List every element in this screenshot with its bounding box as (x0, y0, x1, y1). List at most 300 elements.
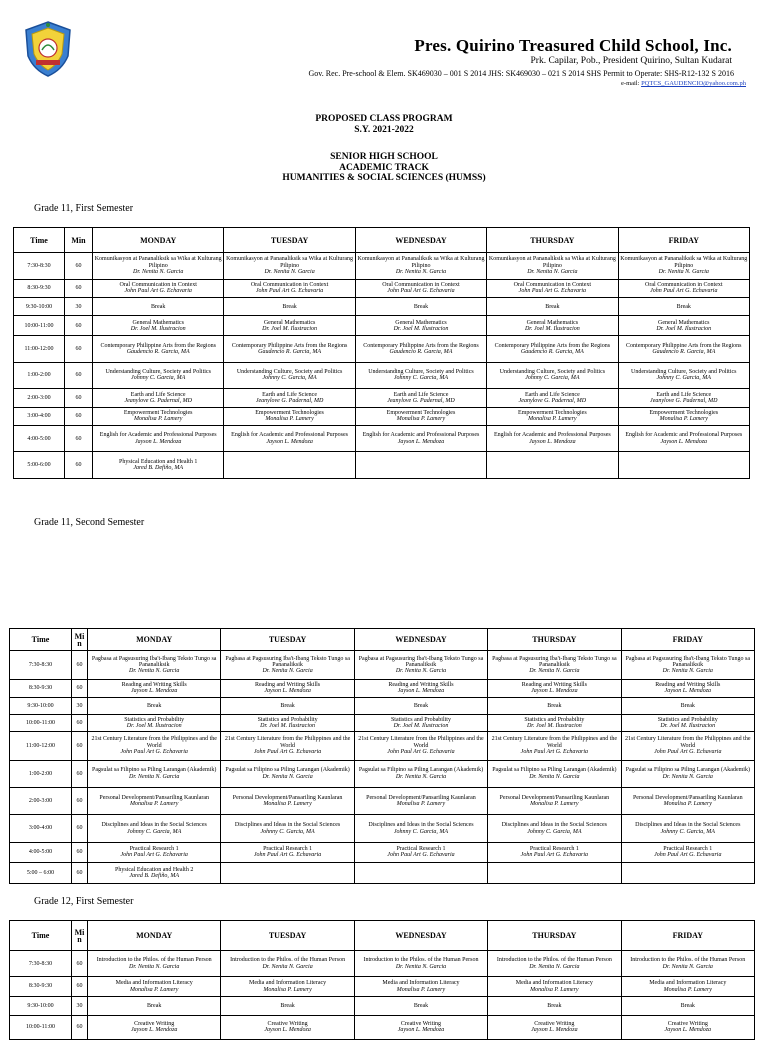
subject-name: Komunikasyon at Pananaliksik sa Wika at Kulturang Pilipino (620, 256, 748, 269)
minutes-cell: 60 (72, 760, 88, 787)
header-row (10, 921, 755, 951)
subject-name: Break (413, 303, 429, 310)
schedule-cell-thursday (487, 426, 618, 452)
teacher-name: Monalisa P. Lamery (396, 986, 446, 993)
teacher-name: Monalisa P. Lamery (530, 801, 579, 808)
subject-name: Understanding Culture, Society and Politics (368, 369, 474, 376)
minutes-cell: 60 (65, 336, 93, 362)
subject-name: Practical Research 1 (663, 845, 713, 852)
subject-name: Oral Communication in Context (513, 281, 592, 288)
time-cell: 10:00-11:00 (10, 714, 72, 731)
minutes-cell: 30 (65, 297, 93, 315)
teacher-name: Dr. Nenita N. Garcia (129, 773, 180, 780)
subject-name: English for Academic and Professional Purposes (99, 432, 217, 439)
time-cell: 5:00 – 6:00 (10, 862, 72, 883)
teacher-name: Jayson L. Mendoza (531, 1027, 578, 1034)
time-cell: 9:30-10:00 (10, 697, 72, 714)
subject-name: Physical Education and Health 1 (119, 458, 198, 465)
time-cell: 8:30-9:30 (10, 680, 72, 697)
schedule-cell-wednesday (354, 760, 487, 787)
col-header-monday: MONDAY (93, 228, 224, 253)
schedule-cell-thursday (487, 407, 618, 425)
minutes-cell: 60 (65, 253, 93, 279)
teacher-name: Dr. Nenita N. Garcia (395, 773, 447, 780)
subject-name: Empowerment Technologies (386, 410, 456, 417)
teacher-name: Dr. Nenita N. Garcia (527, 268, 578, 275)
schedule-cell-thursday (487, 362, 618, 388)
teacher-name: John Paul Art G. Echavaria (650, 288, 718, 295)
subject-name: Reading and Writing Skills (521, 682, 587, 688)
time-cell: 4:00-5:00 (10, 842, 72, 862)
schedule-cell-thursday (488, 651, 621, 680)
time-cell: 8:30-9:30 (14, 279, 65, 297)
subject-name: Disciplines and Ideas in the Social Sciences (101, 822, 207, 829)
teacher-name: Dr. Nenita N. Garcia (129, 668, 180, 675)
school-name: Pres. Quirino Treasured Child School, Inc. (414, 36, 732, 55)
table-row (14, 389, 750, 407)
minutes-cell: 60 (72, 951, 88, 977)
teacher-name: Gaudencio R. Garcia, MA (389, 348, 453, 355)
teacher-name: Jeanylove G. Padernal, MD (255, 397, 324, 404)
subject-name: 21st Century Literature from the Philippines and the World (358, 736, 484, 749)
teacher-name: John Paul Art G. Echavaria (387, 852, 455, 859)
table-row (10, 787, 755, 814)
schedule-cell-friday (618, 279, 749, 297)
teacher-name: John Paul Art G. Echavaria (654, 748, 722, 755)
table-row (10, 731, 755, 760)
subject-name: Pagsulat sa Filipino sa Piling Larangan (Akademik) (225, 767, 350, 774)
subject-name: Statistics and Probability (657, 716, 718, 723)
subject-name: Break (680, 702, 695, 709)
teacher-name: Jeanylove G. Padernal, MD (650, 397, 718, 404)
subject-name: General Mathematics (395, 319, 447, 326)
minutes-cell: 60 (72, 714, 88, 731)
subject-name: Break (545, 303, 560, 310)
col-header-tuesday: TUESDAY (221, 629, 354, 651)
schedule-cell-friday (618, 426, 749, 452)
teacher-name: Monalisa P. Lamery (528, 416, 577, 423)
subject-name: Komunikasyon at Pananaliksik sa Wika at Kulturang Pilipino (226, 256, 354, 269)
schedule-cell-monday (88, 680, 221, 697)
teacher-name: John Paul Art G. Echavaria (654, 852, 722, 859)
table-row (14, 336, 750, 362)
teacher-name: Dr. Nenita N. Garcia (529, 963, 580, 970)
teacher-name: Johnny C. Garcia, MA (262, 375, 317, 382)
col-header-friday: FRIDAY (621, 629, 754, 651)
schedule-cell-tuesday (221, 842, 354, 862)
subject-name: Creative Writing (134, 1021, 175, 1028)
teacher-name: Monalisa P. Lamery (130, 801, 179, 808)
subject-name: Break (680, 1002, 695, 1009)
teacher-name: Jayson L. Mendoza (264, 1027, 311, 1034)
email-link[interactable]: PQTCS_GAUDENCIO@yahoo.com.ph (641, 80, 746, 87)
subject-name: Practical Research 1 (263, 845, 313, 852)
schedule-cell-tuesday (221, 977, 354, 996)
teacher-name: Jayson L. Mendoza (264, 688, 311, 695)
schedule-cell-friday (618, 253, 749, 279)
subject-name: Break (151, 303, 166, 310)
schedule-table-g12-sem1 (9, 920, 755, 1040)
minutes-cell: 60 (72, 1015, 88, 1039)
header-row (14, 228, 750, 253)
teacher-name: John Paul Art G. Echavaria (520, 852, 589, 859)
teacher-name: Monalisa P. Lamery (663, 986, 712, 993)
table-row (10, 651, 755, 680)
time-cell: 2:00-3:00 (14, 389, 65, 407)
minutes-cell: 30 (72, 697, 88, 714)
subject-name: Oral Communication in Context (119, 281, 197, 288)
subject-name: Komunikasyon at Pananaliksik sa Wika at Kulturang Pilipino (357, 256, 485, 269)
subject-name: 21st Century Literature from the Philippines and the World (625, 736, 751, 749)
teacher-name: John Paul Art G. Echavaria (253, 852, 322, 859)
schedule-cell-wednesday (355, 253, 486, 279)
teacher-name: John Paul Art G. Echavaria (253, 748, 322, 755)
teacher-name: John Paul Art G. Echavaria (520, 748, 589, 755)
schedule-cell-tuesday (224, 253, 355, 279)
schedule-cell-wednesday (354, 680, 487, 697)
minutes-cell: 60 (65, 426, 93, 452)
teacher-name: Dr. Joel M. Ilustracion (660, 722, 716, 729)
subject-name: Break (676, 303, 691, 310)
col-header-thursday: THURSDAY (488, 629, 621, 651)
table-row (10, 977, 755, 996)
teacher-name: Dr. Nenita N. Garcia (662, 773, 713, 780)
schedule-cell-thursday (488, 815, 621, 842)
subject-name: Contemporary Philippine Arts from the Regions (231, 342, 348, 349)
schedule-cell-monday (88, 731, 221, 760)
subject-name: Personal Development/Pansariling Kaunlaran (99, 794, 210, 801)
teacher-name: Dr. Joel M. Ilustracion (526, 722, 582, 729)
schedule-cell-thursday (488, 951, 621, 977)
teacher-name: John Paul Art G. Echavaria (120, 748, 188, 755)
schedule-cell-wednesday (355, 316, 486, 336)
schedule-cell-monday (93, 452, 224, 479)
subject-name: Pagsulat sa Filipino sa Piling Larangan (Akademik) (92, 767, 217, 774)
table-row (10, 951, 755, 977)
subject-name: Disciplines and Ideas in the Social Sciences (501, 822, 608, 829)
schedule-cell-monday (88, 1015, 221, 1039)
table-row (10, 862, 755, 883)
table-row (14, 362, 750, 388)
teacher-name: Jayson L. Mendoza (531, 688, 578, 695)
teacher-name: Monalisa P. Lamery (659, 416, 708, 423)
schedule-cell-thursday (487, 279, 618, 297)
table-row (10, 697, 755, 714)
subject-name: Introduction to the Philos. of the Human Person (96, 957, 212, 964)
subject-name: Contemporary Philippine Arts from the Regions (626, 342, 742, 349)
document-title (0, 114, 768, 135)
subject-name: Pagbasa at Pagsusuring Iba't-Ibang Teksto Tungo sa Pananaliksik (492, 655, 617, 669)
subject-name: Empowerment Technologies (649, 410, 719, 417)
schedule-cell-wednesday (354, 651, 487, 680)
schedule-cell-thursday (488, 760, 621, 787)
subject-name: Break (147, 702, 162, 709)
teacher-name: Johnny C. Garcia, MA (127, 828, 182, 835)
schedule-cell-tuesday (224, 407, 355, 425)
schedule-cell-friday (618, 362, 749, 388)
schedule-cell-tuesday (224, 336, 355, 362)
table-row (10, 714, 755, 731)
school-email (621, 80, 746, 87)
schedule-cell-thursday (488, 996, 621, 1015)
schedule-cell-wednesday (354, 697, 487, 714)
teacher-name: Dr. Nenita N. Garcia (662, 963, 713, 970)
subject-name: Break (413, 1002, 429, 1009)
teacher-name: Gaudencio R. Garcia, MA (258, 348, 322, 355)
teacher-name: Monalisa P. Lamery (396, 801, 446, 808)
col-header-monday: MONDAY (88, 629, 221, 651)
teacher-name: Jayson L. Mendoza (529, 438, 576, 445)
time-cell: 2:00-3:00 (10, 787, 72, 814)
teacher-name: Dr. Nenita N. Garcia (662, 668, 713, 675)
schedule-cell-wednesday (354, 951, 487, 977)
col-header-friday: FRIDAY (621, 921, 754, 951)
minutes-cell: 60 (72, 651, 88, 680)
schedule-cell-monday (88, 862, 221, 883)
teacher-name: Dr. Nenita N. Garcia (262, 963, 313, 970)
schedule-cell-wednesday (354, 977, 487, 996)
subject-name: Komunikasyon at Pananaliksik sa Wika at Kulturang Pilipino (488, 256, 616, 269)
minutes-cell: 60 (72, 862, 88, 883)
track-title (0, 152, 768, 184)
subject-name: Break (547, 1002, 562, 1009)
subject-name: Physical Education and Health 2 (115, 866, 194, 873)
col-header-min: Mi n (72, 921, 88, 951)
subject-name: Pagbasa at Pagsusuring Iba't-Ibang Teksto Tungo sa Pananaliksik (625, 655, 751, 669)
teacher-name: Dr. Nenita N. Garcia (129, 963, 180, 970)
teacher-name: Dr. Joel M. Ilustracion (656, 325, 712, 332)
table-row (10, 842, 755, 862)
teacher-name: Jayson L. Mendoza (664, 1027, 712, 1034)
col-header-friday: FRIDAY (618, 228, 749, 253)
subject-name: Earth and Life Science (393, 391, 449, 398)
subject-name: Creative Writing (534, 1021, 575, 1028)
schedule-cell-friday (618, 297, 749, 315)
subject-name: Reading and Writing Skills (655, 682, 721, 688)
time-cell: 10:00-11:00 (14, 316, 65, 336)
schedule-cell-friday (621, 760, 754, 787)
minutes-cell: 60 (72, 977, 88, 996)
teacher-name: Dr. Joel M. Ilustracion (262, 325, 317, 332)
schedule-cell-friday (618, 407, 749, 425)
teacher-name: Dr. Joel M. Ilustracion (393, 722, 449, 729)
schedule-cell-thursday (488, 787, 621, 814)
teacher-name: Dr. Nenita N. Garcia (395, 963, 447, 970)
teacher-name: John Paul Art G. Echavaria (387, 288, 455, 295)
minutes-cell: 60 (72, 842, 88, 862)
schedule-cell-tuesday (221, 731, 354, 760)
teacher-name: Dr. Nenita N. Garcia (395, 268, 447, 275)
time-cell: 7:30-8:30 (10, 951, 72, 977)
schedule-cell-friday (618, 336, 749, 362)
schedule-cell-wednesday (354, 862, 487, 883)
teacher-name: Dr. Joel M. Ilustracion (126, 722, 182, 729)
time-cell: 1:00-2:00 (14, 362, 65, 388)
schedule-cell-thursday (488, 714, 621, 731)
section-label-g12-sem1: Grade 12, First Semester (34, 896, 134, 907)
subject-name: 21st Century Literature from the Philippines and the World (491, 736, 618, 749)
schedule-cell-monday (88, 815, 221, 842)
teacher-name: Jayson L. Mendoza (397, 688, 445, 695)
subject-name: Creative Writing (400, 1021, 442, 1028)
schedule-cell-monday (93, 407, 224, 425)
subject-name: Break (280, 702, 295, 709)
teacher-name: Jayson L. Mendoza (397, 438, 445, 445)
time-cell: 10:00-11:00 (10, 1015, 72, 1039)
title-line-3: SENIOR HIGH SCHOOL (330, 152, 438, 162)
subject-name: Empowerment Technologies (255, 410, 324, 417)
teacher-name: John Paul Art G. Echavaria (518, 288, 587, 295)
time-cell: 1:00-2:00 (10, 760, 72, 787)
teacher-name: Johnny C. Garcia, MA (656, 375, 711, 382)
teacher-name: Jared B. Defiño, MA (129, 872, 179, 879)
table-row (10, 680, 755, 697)
teacher-name: Monalisa P. Lamery (263, 801, 312, 808)
schedule-cell-friday (621, 1015, 754, 1039)
schedule-table-g11-sem2 (9, 628, 755, 884)
schedule-cell-tuesday (224, 316, 355, 336)
schedule-cell-wednesday (355, 336, 486, 362)
teacher-name: Jeanylove G. Padernal, MD (124, 397, 192, 404)
subject-name: Break (280, 1002, 295, 1009)
minutes-cell: 60 (72, 787, 88, 814)
subject-name: Introduction to the Philos. of the Human Person (496, 957, 612, 964)
teacher-name: Johnny C. Garcia, MA (527, 828, 582, 835)
teacher-name: Monalisa P. Lamery (130, 986, 179, 993)
time-cell: 3:00-4:00 (14, 407, 65, 425)
schedule-cell-wednesday (355, 279, 486, 297)
schedule-cell-thursday (487, 336, 618, 362)
schedule-cell-friday (621, 680, 754, 697)
schedule-cell-monday (93, 253, 224, 279)
time-cell: 8:30-9:30 (10, 977, 72, 996)
subject-name: Media and Information Literacy (515, 980, 593, 987)
schedule-cell-thursday (488, 1015, 621, 1039)
subject-name: English for Academic and Professional Purposes (231, 432, 348, 439)
schedule-cell-monday (93, 389, 224, 407)
schedule-table-g11-sem1 (13, 227, 750, 479)
schedule-cell-thursday (488, 731, 621, 760)
col-header-thursday: THURSDAY (487, 228, 618, 253)
teacher-name: Gaudencio R. Garcia, MA (126, 348, 190, 355)
schedule-cell-monday (88, 714, 221, 731)
teacher-name: Dr. Nenita N. Garcia (658, 268, 709, 275)
subject-name: 21st Century Literature from the Philippines and the World (224, 736, 351, 749)
subject-name: Pagbasa at Pagsusuring Iba't-Ibang Teksto Tungo sa Pananaliksik (358, 655, 484, 669)
schedule-cell-wednesday (354, 787, 487, 814)
schedule-cell-thursday (487, 389, 618, 407)
subject-name: 21st Century Literature from the Philippines and the World (91, 736, 217, 749)
teacher-name: Jayson L. Mendoza (397, 1027, 445, 1034)
teacher-name: Johnny C. Garcia, MA (525, 375, 580, 382)
schedule-cell-thursday (488, 842, 621, 862)
teacher-name: Jayson L. Mendoza (134, 438, 182, 445)
minutes-cell: 60 (65, 389, 93, 407)
schedule-cell-friday (621, 842, 754, 862)
schedule-cell-monday (88, 977, 221, 996)
time-cell: 3:00-4:00 (10, 815, 72, 842)
subject-name: Personal Development/Pansariling Kaunlaran (366, 794, 476, 801)
schedule-cell-friday (621, 787, 754, 814)
teacher-name: Dr. Nenita N. Garcia (395, 668, 447, 675)
teacher-name: Dr. Nenita N. Garcia (133, 268, 184, 275)
schedule-cell-monday (93, 336, 224, 362)
teacher-name: Dr. Nenita N. Garcia (264, 268, 315, 275)
subject-name: Disciplines and Ideas in the Social Sciences (368, 822, 474, 829)
schedule-cell-monday (88, 651, 221, 680)
schedule-cell-friday (621, 697, 754, 714)
schedule-cell-tuesday (221, 1015, 354, 1039)
schedule-cell-friday (621, 714, 754, 731)
col-header-wednesday: WEDNESDAY (354, 629, 487, 651)
teacher-name: Gaudencio R. Garcia, MA (520, 348, 584, 355)
table-row (14, 297, 750, 315)
subject-name: English for Academic and Professional Purposes (625, 432, 743, 439)
subject-name: Introduction to the Philos. of the Human Person (363, 957, 479, 964)
teacher-name: Dr. Nenita N. Garcia (262, 668, 313, 675)
schedule-cell-monday (88, 697, 221, 714)
table-row (10, 996, 755, 1015)
subject-name: Media and Information Literacy (382, 980, 460, 987)
subject-name: Pagsulat sa Filipino sa Piling Larangan (Akademik) (492, 767, 617, 774)
teacher-name: Jayson L. Mendoza (130, 688, 178, 695)
col-header-time: Time (10, 629, 72, 651)
subject-name: Contemporary Philippine Arts from the Regions (494, 342, 611, 349)
table-row (14, 452, 750, 479)
subject-name: Personal Development/Pansariling Kaunlaran (232, 794, 343, 801)
schedule-cell-tuesday (221, 787, 354, 814)
teacher-name: Dr. Joel M. Ilustracion (130, 325, 186, 332)
minutes-cell: 30 (72, 996, 88, 1015)
subject-name: Understanding Culture, Society and Politics (631, 369, 737, 376)
table-row (10, 1015, 755, 1039)
teacher-name: Jayson L. Mendoza (660, 438, 708, 445)
schedule-cell-friday (621, 862, 754, 883)
teacher-name: Monalisa P. Lamery (134, 416, 183, 423)
table-row (14, 316, 750, 336)
teacher-name: Dr. Joel M. Ilustracion (260, 722, 315, 729)
subject-name: Media and Information Literacy (249, 980, 327, 987)
title-line-4: ACADEMIC TRACK (339, 162, 429, 173)
teacher-name: John Paul Art G. Echavaria (120, 852, 188, 859)
time-cell: 11:00-12:00 (10, 731, 72, 760)
schedule-cell-monday (88, 996, 221, 1015)
table-row (14, 253, 750, 279)
teacher-name: Monalisa P. Lamery (263, 986, 312, 993)
teacher-name: John Paul Art G. Echavaria (255, 288, 324, 295)
teacher-name: John Paul Art G. Echavaria (387, 748, 455, 755)
subject-name: Creative Writing (267, 1021, 308, 1028)
schedule-cell-thursday (487, 297, 618, 315)
schedule-cell-wednesday (355, 407, 486, 425)
minutes-cell: 60 (65, 362, 93, 388)
subject-name: Break (547, 702, 562, 709)
col-header-thursday: THURSDAY (488, 921, 621, 951)
subject-name: Oral Communication in Context (382, 281, 460, 288)
subject-name: Oral Communication in Context (645, 281, 723, 288)
minutes-cell: 60 (72, 680, 88, 697)
teacher-name: John Paul Art G. Echavaria (124, 288, 192, 295)
schedule-cell-friday (621, 996, 754, 1015)
teacher-name: Johnny C. Garcia, MA (393, 375, 449, 382)
time-cell: 7:30-8:30 (14, 253, 65, 279)
subject-name: Introduction to the Philos. of the Human Person (230, 957, 346, 964)
schedule-cell-thursday (488, 977, 621, 996)
minutes-cell: 60 (72, 815, 88, 842)
minutes-cell: 60 (65, 316, 93, 336)
subject-name: General Mathematics (263, 319, 316, 326)
schedule-cell-tuesday (221, 714, 354, 731)
